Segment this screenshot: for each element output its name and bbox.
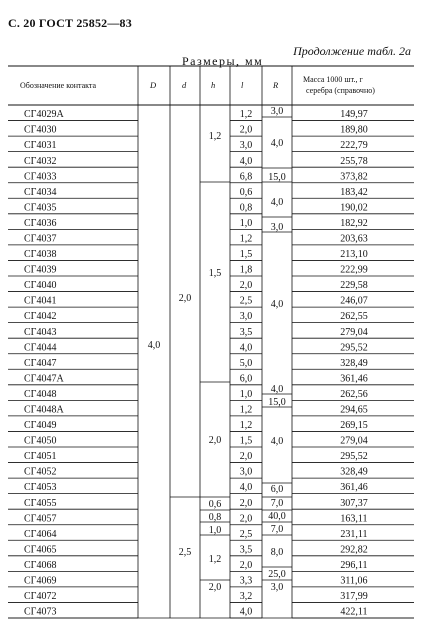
cell-mass: 182,92 <box>340 217 368 229</box>
cell-R: 3,0 <box>270 222 284 233</box>
table-continuation-note: Продолжение табл. 2а <box>293 44 411 58</box>
cell-mass: 229,58 <box>340 280 368 292</box>
cell-designation: СГ4037 <box>24 233 57 245</box>
col-header-designation: Обозначение контакта <box>20 81 97 90</box>
sizes-caption: Размеры, мм <box>182 54 264 68</box>
cell-R: 4,0 <box>270 138 284 149</box>
cell-mass: 203,63 <box>340 233 368 245</box>
cell-mass: 190,02 <box>340 202 368 214</box>
col-header-h: h <box>211 80 216 90</box>
cell-designation: СГ4048 <box>24 388 57 400</box>
cell-l: 1,2 <box>239 420 253 432</box>
cell-mass: 231,11 <box>340 528 368 540</box>
table-row <box>8 187 414 198</box>
table-row <box>8 451 414 462</box>
cell-R: 40,0 <box>268 511 286 522</box>
cell-mass: 328,49 <box>340 466 368 478</box>
cell-l: 1,2 <box>239 404 253 416</box>
table-row <box>8 358 414 369</box>
cell-mass: 222,99 <box>340 264 368 276</box>
cell-designation: СГ4050 <box>24 435 57 447</box>
table-row <box>8 467 414 478</box>
cell-mass: 279,04 <box>340 326 368 338</box>
cell-l: 6,8 <box>239 171 253 183</box>
cell-l: 2,0 <box>239 559 253 571</box>
cell-designation: СГ4036 <box>24 217 57 229</box>
cell-mass: 311,06 <box>340 575 368 587</box>
cell-designation: СГ4047 <box>24 357 57 369</box>
table-row <box>8 607 414 618</box>
cell-designation: СГ4064 <box>24 528 57 540</box>
cell-l: 2,5 <box>239 295 253 307</box>
cell-R: 4,0 <box>270 384 284 395</box>
cell-designation: СГ4053 <box>24 482 57 494</box>
cell-R: 3,0 <box>270 582 284 593</box>
cell-R: 4,0 <box>270 436 284 447</box>
cell-designation: СГ4030 <box>24 124 57 136</box>
cell-mass: 361,46 <box>340 373 368 385</box>
cell-l: 4,0 <box>239 155 253 167</box>
table-row <box>8 296 414 307</box>
cell-l: 2,5 <box>239 528 253 540</box>
cell-h: 0,8 <box>208 512 222 523</box>
cell-l: 2,0 <box>239 497 253 509</box>
cell-designation: СГ4072 <box>24 591 57 603</box>
cell-designation: СГ4057 <box>24 513 57 525</box>
cell-mass: 317,99 <box>340 591 368 603</box>
table-row <box>8 404 414 415</box>
table-row <box>8 249 414 260</box>
cell-h: 1,2 <box>208 131 222 142</box>
cell-designation: СГ4065 <box>24 544 57 556</box>
cell-l: 2,0 <box>239 124 253 136</box>
cell-mass: 189,80 <box>340 124 368 136</box>
cell-mass: 255,78 <box>340 155 368 167</box>
cell-l: 1,2 <box>239 109 253 121</box>
table-row <box>8 171 414 182</box>
cell-designation: СГ4040 <box>24 280 57 292</box>
cell-designation: СГ4033 <box>24 171 57 183</box>
cell-h: 2,0 <box>208 435 222 446</box>
cell-designation: СГ4049 <box>24 420 57 432</box>
col-header-mass-line1: Масса 1000 шт., г <box>303 75 363 84</box>
cell-designation: СГ4048А <box>24 404 64 416</box>
cell-h: 2,0 <box>208 582 222 593</box>
cell-mass: 361,46 <box>340 482 368 494</box>
cell-mass: 296,11 <box>340 559 368 571</box>
cell-R: 15,0 <box>268 397 286 408</box>
cell-mass: 262,56 <box>340 388 368 400</box>
table-header <box>8 66 414 105</box>
cell-l: 3,0 <box>239 466 253 478</box>
cell-mass: 292,82 <box>340 544 368 556</box>
cell-l: 6,0 <box>239 373 253 385</box>
cell-l: 2,0 <box>239 280 253 292</box>
cell-l: 2,0 <box>239 451 253 463</box>
col-header-d: d <box>182 80 187 90</box>
cell-mass: 183,42 <box>340 186 368 198</box>
cell-R: 8,0 <box>270 547 284 558</box>
cell-l: 1,5 <box>239 249 253 261</box>
cell-mass: 163,11 <box>340 513 368 525</box>
cell-designation: СГ4068 <box>24 559 57 571</box>
cell-l: 5,0 <box>239 357 253 369</box>
cell-mass: 269,15 <box>340 420 368 432</box>
cell-l: 0,8 <box>239 202 253 214</box>
cell-designation: СГ4041 <box>24 295 57 307</box>
cell-mass: 149,97 <box>340 109 368 121</box>
cell-designation: СГ4032 <box>24 155 57 167</box>
cell-designation: СГ4044 <box>24 342 57 354</box>
cell-R: 7,0 <box>270 498 284 509</box>
cell-d: 2,0 <box>178 293 192 304</box>
cell-mass: 262,55 <box>340 311 368 323</box>
cell-designation: СГ4042 <box>24 311 57 323</box>
cell-R: 4,0 <box>270 197 284 208</box>
cell-l: 1,0 <box>239 388 253 400</box>
table-row <box>8 373 414 384</box>
cell-R: 4,0 <box>270 299 284 310</box>
cell-h: 1,0 <box>208 525 222 536</box>
cell-mass: 295,52 <box>340 342 368 354</box>
cell-l: 4,0 <box>239 342 253 354</box>
cell-designation: СГ4034 <box>24 186 57 198</box>
cell-h: 0,6 <box>208 499 222 510</box>
cell-designation: СГ4031 <box>24 140 57 152</box>
cell-mass: 295,52 <box>340 451 368 463</box>
cell-l: 4,0 <box>239 482 253 494</box>
table-row <box>8 482 414 493</box>
cell-mass: 246,07 <box>340 295 368 307</box>
cell-designation: СГ4043 <box>24 326 57 338</box>
table-row <box>8 218 414 229</box>
cell-R: 7,0 <box>270 524 284 535</box>
col-header-mass-line2: серебра (справочно) <box>306 86 375 95</box>
cell-l: 1,5 <box>239 435 253 447</box>
cell-mass: 307,37 <box>340 497 368 509</box>
cell-l: 1,8 <box>239 264 253 276</box>
table-body <box>8 109 414 618</box>
cell-designation: СГ4055 <box>24 497 57 509</box>
col-header-l: l <box>241 80 244 90</box>
cell-designation: СГ4038 <box>24 249 57 261</box>
table-row <box>8 342 414 353</box>
cell-l: 2,0 <box>239 513 253 525</box>
cell-R: 25,0 <box>268 569 286 580</box>
cell-h: 1,5 <box>208 268 222 279</box>
table-row <box>8 420 414 431</box>
table-row <box>8 311 414 322</box>
cell-designation: СГ4039 <box>24 264 57 276</box>
merged-values <box>148 106 286 593</box>
table-row <box>8 389 414 400</box>
cell-mass: 213,10 <box>340 249 368 261</box>
cell-designation: СГ4035 <box>24 202 57 214</box>
cell-designation: СГ4052 <box>24 466 57 478</box>
cell-d: 2,5 <box>178 547 192 558</box>
cell-designation: СГ4073 <box>24 606 57 618</box>
table-row <box>8 233 414 244</box>
cell-mass: 422,11 <box>340 606 368 618</box>
cell-l: 1,2 <box>239 233 253 245</box>
cell-R: 15,0 <box>268 172 286 183</box>
table-row <box>8 202 414 213</box>
cell-l: 4,0 <box>239 606 253 618</box>
table-row <box>8 109 414 120</box>
cell-designation: СГ4047А <box>24 373 64 385</box>
cell-l: 0,6 <box>239 186 253 198</box>
cell-l: 3,0 <box>239 140 253 152</box>
cell-designation: СГ4069 <box>24 575 57 587</box>
cell-R: 6,0 <box>270 484 284 495</box>
cell-l: 3,3 <box>239 575 253 587</box>
cell-R: 3,0 <box>270 106 284 117</box>
cell-designation: СГ4029А <box>24 109 64 121</box>
cell-mass: 279,04 <box>340 435 368 447</box>
table-row <box>8 156 414 167</box>
col-header-D: D <box>150 80 157 90</box>
cell-l: 3,2 <box>239 591 253 603</box>
cell-l: 3,5 <box>239 544 253 556</box>
cell-mass: 222,79 <box>340 140 368 152</box>
cell-l: 3,0 <box>239 311 253 323</box>
cell-l: 1,0 <box>239 217 253 229</box>
cell-h: 1,2 <box>208 554 222 565</box>
col-header-R: R <box>273 80 279 90</box>
cell-D: 4,0 <box>147 340 161 351</box>
cell-designation: СГ4051 <box>24 451 57 463</box>
cell-mass: 328,49 <box>340 357 368 369</box>
cell-l: 3,5 <box>239 326 253 338</box>
cell-mass: 294,65 <box>340 404 368 416</box>
cell-mass: 373,82 <box>340 171 368 183</box>
page-reference: С. 20 ГОСТ 25852—83 <box>8 16 132 30</box>
table-row <box>8 327 414 338</box>
table-row <box>8 280 414 291</box>
